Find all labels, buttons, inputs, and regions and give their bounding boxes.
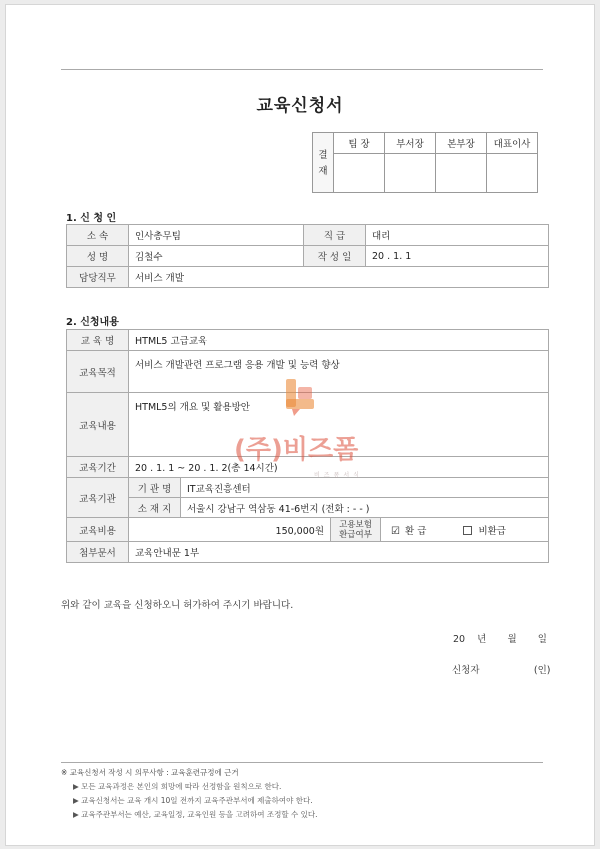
- institution-label: 교육기관: [67, 478, 129, 518]
- rank-value[interactable]: 대리: [366, 225, 549, 246]
- note-item: ▶ 교육주관부서는 예산, 교육일정, 교육인원 등을 고려하여 조정할 수 있다.: [73, 810, 318, 819]
- cost-label: 교육비용: [67, 518, 129, 542]
- purpose-value[interactable]: 서비스 개발관련 프로그램 응용 개발 및 능력 향상: [129, 351, 549, 393]
- inst-name-label: 기 관 명: [129, 478, 181, 498]
- approval-header-dept: 부서장: [385, 133, 436, 154]
- edu-name-label: 교 육 명: [67, 330, 129, 351]
- dept-value[interactable]: 인사총무팀: [129, 225, 304, 246]
- watermark-text: (주)비즈폼: [234, 435, 359, 465]
- refund-yes-label: 환 급: [405, 525, 427, 537]
- insurance-label: 고용보험 환급여부: [331, 518, 381, 542]
- note-item: ▶ 모든 교육과정은 본인의 희망에 따라 선정함을 원칙으로 한다.: [73, 782, 282, 791]
- written-date-label: 작 성 일: [304, 246, 366, 267]
- notes-title: ※ 교육신청서 작성 시 의무사항 : 교육훈련규정에 근거: [61, 768, 239, 777]
- period-label: 교육기간: [67, 457, 129, 478]
- approval-sign-dept[interactable]: [385, 154, 436, 193]
- refund-no-checkbox[interactable]: [463, 526, 475, 537]
- approval-sign-ceo[interactable]: [487, 154, 538, 193]
- applicant-signature-line[interactable]: 신청자 (인): [452, 665, 551, 676]
- refund-options: [381, 518, 549, 542]
- notes-section: [61, 762, 543, 820]
- section-applicant-heading: 1. 신 청 인: [66, 213, 117, 224]
- cost-value[interactable]: 150,000원: [129, 518, 331, 542]
- approval-header-division: 본부장: [436, 133, 487, 154]
- date-line[interactable]: 20 년 월 일: [453, 634, 547, 645]
- edu-name-value[interactable]: HTML5 고급교육: [129, 330, 549, 351]
- period-value[interactable]: 20 . 1. 1 ~ 20 . 1. 2(총 14시간): [129, 457, 549, 478]
- approval-header-ceo: 대표이사: [487, 133, 538, 154]
- purpose-label: 교육목적: [67, 351, 129, 393]
- bizform-logo-icon: [284, 377, 316, 417]
- inst-addr-value[interactable]: 서울시 강남구 역삼동 41-6번지 (전화 : - - ): [181, 498, 549, 518]
- bizform-watermark: [234, 377, 384, 487]
- document-page: [5, 4, 595, 846]
- dept-label: 소 속: [67, 225, 129, 246]
- inst-name-value[interactable]: IT교육진흥센터: [181, 478, 549, 498]
- approval-table: [312, 132, 538, 193]
- request-statement: 위와 같이 교육을 신청하오니 허가하여 주시기 바랍니다.: [61, 600, 294, 611]
- approval-sign-division[interactable]: [436, 154, 487, 193]
- duty-label: 담당직무: [67, 267, 129, 288]
- approval-side-label: 결 재: [313, 133, 334, 193]
- approval-header-team: 팀 장: [334, 133, 385, 154]
- watermark-subtext: 비즈폼서식: [314, 472, 363, 479]
- note-item: ▶ 교육신청서는 교육 개시 10일 전까지 교육주관부서에 제출하여야 한다.: [73, 796, 313, 805]
- name-label: 성 명: [67, 246, 129, 267]
- attach-value[interactable]: 교육안내문 1부: [129, 542, 549, 563]
- top-divider: [61, 69, 543, 70]
- content-label: 교육내용: [67, 393, 129, 457]
- written-date-value[interactable]: 20 . 1. 1: [366, 246, 549, 267]
- document-title: 교육신청서: [256, 96, 344, 116]
- attach-label: 첨부문서: [67, 542, 129, 563]
- rank-label: 직 급: [304, 225, 366, 246]
- refund-yes-checkbox[interactable]: ☑: [391, 525, 400, 537]
- name-value[interactable]: 김철수: [129, 246, 304, 267]
- section-request-heading: 2. 신청내용: [66, 317, 119, 328]
- duty-value[interactable]: 서비스 개발: [129, 267, 549, 288]
- content-value[interactable]: HTML5의 개요 및 활용방안: [129, 393, 549, 457]
- approval-sign-team[interactable]: [334, 154, 385, 193]
- inst-addr-label: 소 재 지: [129, 498, 181, 518]
- applicant-table: [66, 224, 549, 288]
- refund-no-label: 비환급: [478, 525, 506, 537]
